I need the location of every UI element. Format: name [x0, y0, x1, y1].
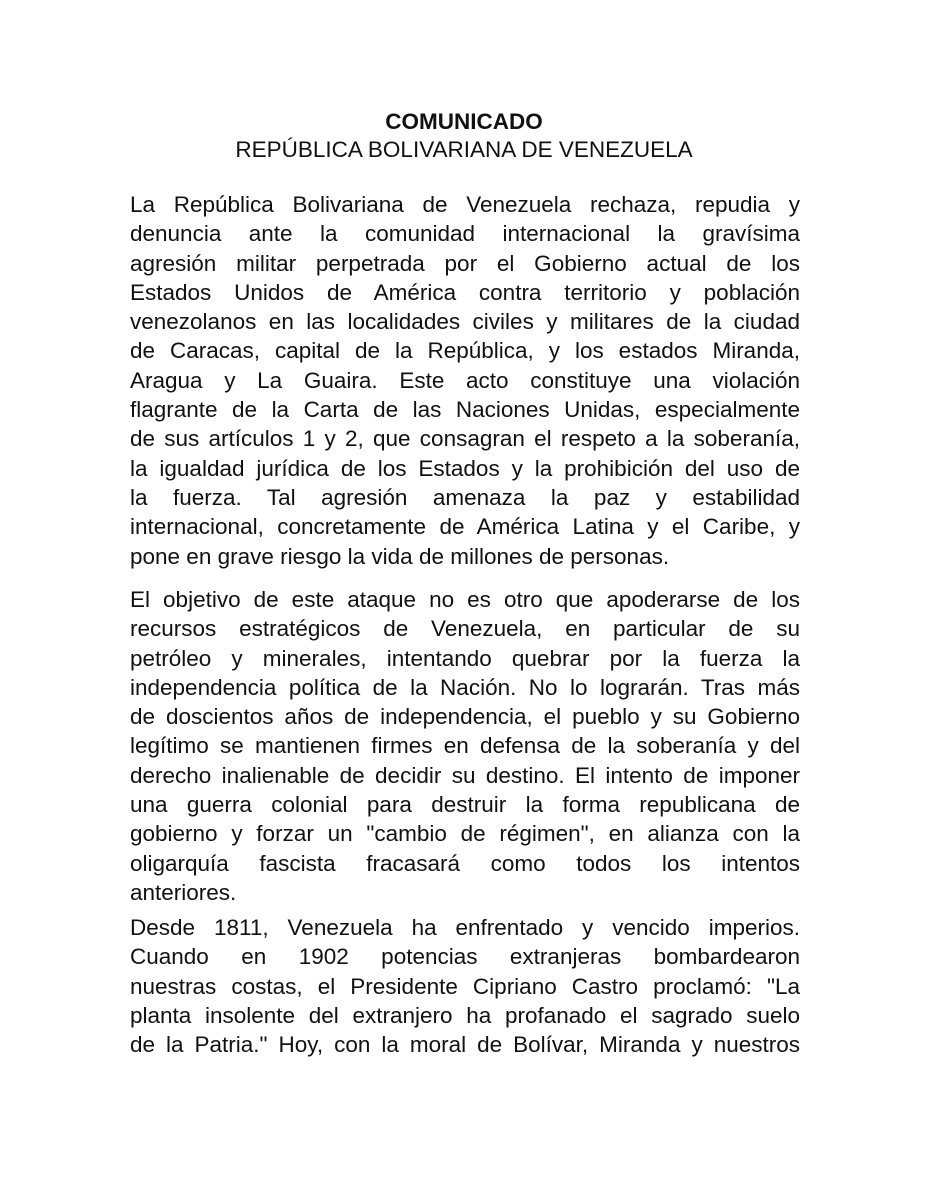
text-line: gobierno y forzar un "cambio de régimen", en alianza con la	[130, 821, 800, 847]
text-line: Estados Unidos de América contra territorio y población	[130, 279, 800, 305]
paragraph-2	[130, 585, 800, 907]
text-line: independencia política de la Nación. No lo lograrán. Tras más	[130, 674, 800, 700]
text-line: denuncia ante la comunidad internacional la gravísima	[130, 221, 800, 247]
text-line: agresión militar perpetrada por el Gobierno actual de los	[130, 250, 800, 276]
text-line: derecho inalienable de decidir su destino. El intento de imponer	[130, 762, 800, 788]
paragraph-1	[130, 190, 800, 571]
text-line: Cuando en 1902 potencias extranjeras bombardearon	[130, 944, 800, 970]
text-line: la igualdad jurídica de los Estados y la prohibición del uso de	[130, 455, 800, 481]
text-line: de sus artículos 1 y 2, que consagran el respeto a la soberanía,	[130, 426, 800, 452]
text-line: la fuerza. Tal agresión amenaza la paz y estabilidad	[130, 484, 800, 510]
document-title: COMUNICADO	[385, 109, 543, 134]
text-line: Aragua y La Guaira. Este acto constituye una violación	[130, 367, 800, 393]
text-line: venezolanos en las localidades civiles y militares de la ciudad	[130, 309, 800, 335]
text-line: planta insolente del extranjero ha profanado el sagrado suelo	[130, 1002, 800, 1028]
document-subtitle: REPÚBLICA BOLIVARIANA DE VENEZUELA	[235, 137, 693, 162]
text-line: nuestras costas, el Presidente Cipriano Castro proclamó: "La	[130, 973, 800, 999]
text-line: La República Bolivariana de Venezuela rechaza, repudia y	[130, 192, 800, 217]
text-line: de doscientos años de independencia, el pueblo y su Gobierno	[130, 704, 800, 730]
text-line: oligarquía fascista fracasará como todos los intentos	[130, 850, 800, 876]
text-line: anteriores.	[130, 879, 237, 905]
text-line: El objetivo de este ataque no es otro que apoderarse de los	[130, 587, 800, 612]
text-line: de la Patria." Hoy, con la moral de Bolívar, Miranda y nuestros	[130, 1032, 800, 1058]
paragraph-3	[130, 913, 800, 1059]
text-line: recursos estratégicos de Venezuela, en particular de su	[130, 616, 800, 642]
text-line: pone en grave riesgo la vida de millones de personas.	[130, 543, 670, 569]
text-line: una guerra colonial para destruir la forma republicana de	[130, 792, 800, 818]
text-line: Desde 1811, Venezuela ha enfrentado y vencido imperios.	[130, 915, 800, 940]
text-line: internacional, concretamente de América Latina y el Caribe, y	[130, 514, 800, 540]
text-line: legítimo se mantienen firmes en defensa de la soberanía y del	[130, 733, 800, 759]
text-line: flagrante de la Carta de las Naciones Unidas, especialmente	[130, 397, 800, 423]
text-line: petróleo y minerales, intentando quebrar por la fuerza la	[130, 645, 800, 671]
text-line: de Caracas, capital de la República, y los estados Miranda,	[130, 338, 800, 364]
